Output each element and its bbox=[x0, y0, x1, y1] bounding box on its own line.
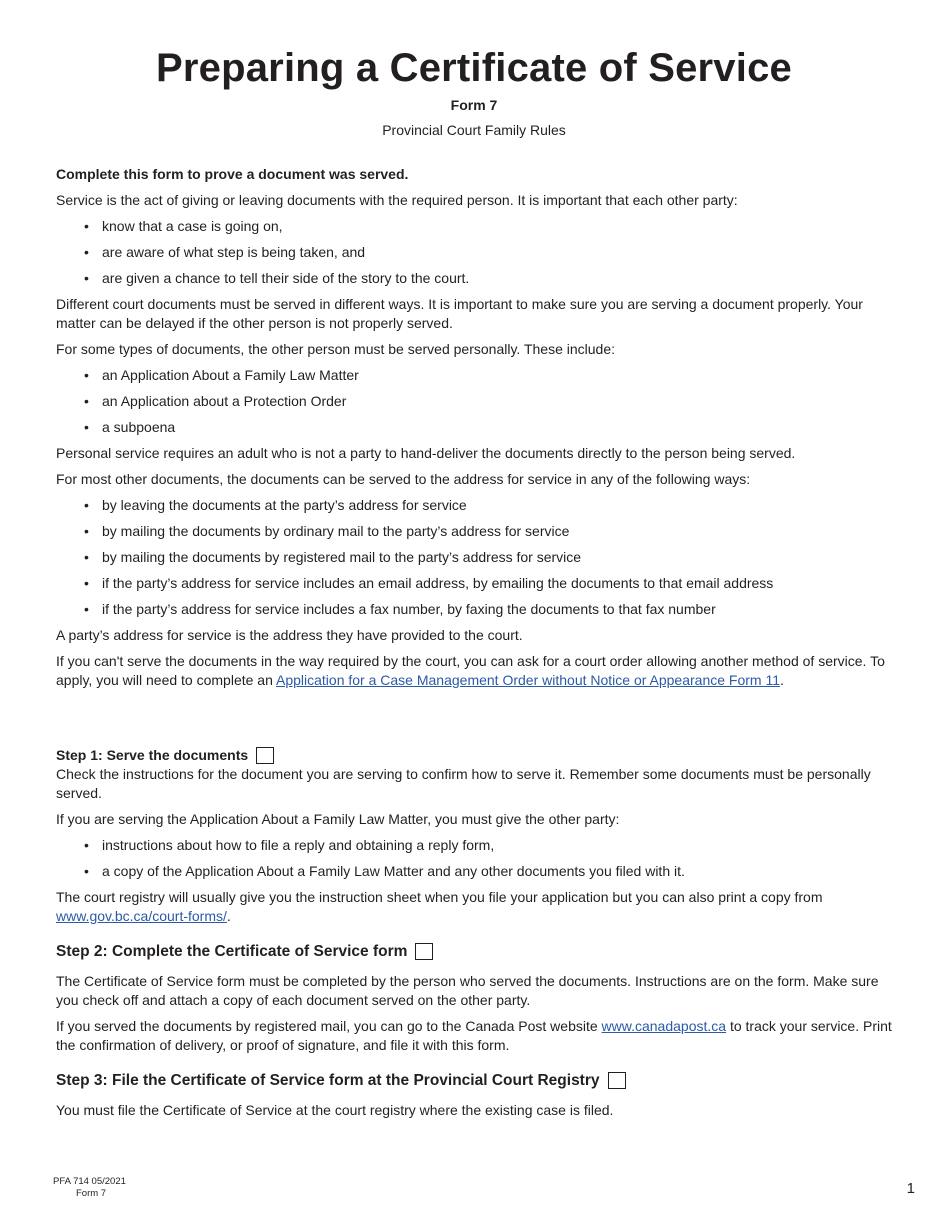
list-item: • know that a case is going on, bbox=[56, 217, 892, 236]
list-item: • are given a chance to tell their side of the story to the court. bbox=[56, 269, 892, 288]
step2-paragraph-2-end: to track your service. Print the confirmation of delivery, or proof of signature, and file it with this form. bbox=[56, 1018, 892, 1053]
cant-serve-end: . bbox=[780, 672, 784, 688]
list-item: • if the party’s address for service includes an email address, by emailing the documents to that email address bbox=[56, 574, 892, 593]
intro-heading: Complete this form to prove a document was served. bbox=[56, 166, 409, 182]
step2-paragraph-2-start: If you served the documents by registered mail, you can go to the Canada Post website bbox=[56, 1018, 602, 1034]
different-ways-paragraph: Different court documents must be served in different ways. It is important to make sure you are serving a document properly. Your matter can be delayed if the other person is not properly served. bbox=[56, 296, 863, 331]
list-item: • are aware of what step is being taken, and bbox=[56, 243, 892, 262]
personal-service-paragraph: Personal service requires an adult who is not a party to hand-deliver the documents directly to the person being served. bbox=[56, 445, 796, 461]
footer bbox=[53, 1176, 126, 1200]
page-title: Preparing a Certificate of Service bbox=[156, 46, 792, 90]
form-11-link[interactable]: Application for a Case Management Order without Notice or Appearance Form 11 bbox=[276, 672, 780, 688]
step1-checkbox[interactable] bbox=[256, 747, 274, 764]
step2-paragraph-1: The Certificate of Service form must be completed by the person who served the documents. Instructions are on the form. Make sure you check off and attach a copy of each document served on the other party. bbox=[56, 973, 879, 1008]
step1-paragraph-3-text: The court registry will usually give you the instruction sheet when you file your application but you can also print a copy from bbox=[56, 889, 823, 905]
step3-paragraph-1: You must file the Certificate of Service at the court registry where the existing case is filed. bbox=[56, 1102, 614, 1118]
step1-list bbox=[56, 836, 892, 881]
list-item: • an Application About a Family Law Matter bbox=[56, 366, 892, 385]
court-forms-link[interactable]: www.gov.bc.ca/court-forms/ bbox=[56, 908, 227, 924]
list-item: • by mailing the documents by registered mail to the party’s address for service bbox=[56, 548, 892, 567]
cant-serve-text: If you can't serve the documents in the way required by the court, you can ask for a court order allowing another method of service. To apply, you will need to complete an bbox=[56, 653, 885, 688]
step2-paragraph-2 bbox=[56, 1017, 892, 1055]
page-number: 1 bbox=[906, 1180, 915, 1197]
list-item: • a subpoena bbox=[56, 418, 892, 437]
footer-form: Form 7 bbox=[76, 1188, 107, 1199]
cant-serve-paragraph bbox=[56, 652, 892, 690]
personal-list bbox=[56, 366, 892, 437]
step1-paragraph-2: If you are serving the Application About a Family Law Matter, you must give the other party: bbox=[56, 811, 620, 827]
list-item: • a copy of the Application About a Family Law Matter and any other documents you filed with it. bbox=[56, 862, 892, 881]
list-item: • by mailing the documents by ordinary mail to the party’s address for service bbox=[56, 522, 892, 541]
list-item: • by leaving the documents at the party’s address for service bbox=[56, 496, 892, 515]
footer-code: PFA 714 05/2021 bbox=[53, 1176, 126, 1187]
step2-heading bbox=[56, 942, 892, 961]
step2-checkbox[interactable] bbox=[415, 943, 433, 960]
step3-heading bbox=[56, 1071, 892, 1090]
canada-post-link[interactable]: www.canadapost.ca bbox=[601, 1018, 727, 1034]
address-list bbox=[56, 496, 892, 619]
rules-subtitle: Provincial Court Family Rules bbox=[382, 122, 566, 138]
service-paragraph: Service is the act of giving or leaving documents with the required person. It is important that each other party: bbox=[56, 192, 738, 208]
most-documents-paragraph: For most other documents, the documents can be served to the address for service in any of the following ways: bbox=[56, 471, 751, 487]
form-number: Form 7 bbox=[450, 97, 498, 113]
step2-heading-text: Step 2: Complete the Certificate of Service form bbox=[56, 943, 408, 960]
list-item: • instructions about how to file a reply and obtaining a reply form, bbox=[56, 836, 892, 855]
step3-checkbox[interactable] bbox=[608, 1072, 626, 1089]
step1-heading bbox=[56, 746, 892, 765]
step1-paragraph-1: Check the instructions for the document you are serving to confirm how to serve it. Remember some documents must be personally served. bbox=[56, 766, 871, 801]
step1-paragraph-3 bbox=[56, 888, 892, 926]
step3-heading-text: Step 3: File the Certificate of Service form at the Provincial Court Registry bbox=[56, 1072, 600, 1089]
list-item: • an Application about a Protection Order bbox=[56, 392, 892, 411]
address-definition-paragraph: A party’s address for service is the address they have provided to the court. bbox=[56, 627, 523, 643]
list-item: • if the party’s address for service includes a fax number, by faxing the documents to that fax number bbox=[56, 600, 892, 619]
personal-paragraph: For some types of documents, the other person must be served personally. These include: bbox=[56, 341, 615, 357]
step1-paragraph-3-end: . bbox=[226, 908, 231, 924]
document-body bbox=[56, 165, 892, 1127]
step1-heading-text: Step 1: Serve the documents bbox=[56, 747, 249, 763]
service-list bbox=[56, 217, 892, 288]
